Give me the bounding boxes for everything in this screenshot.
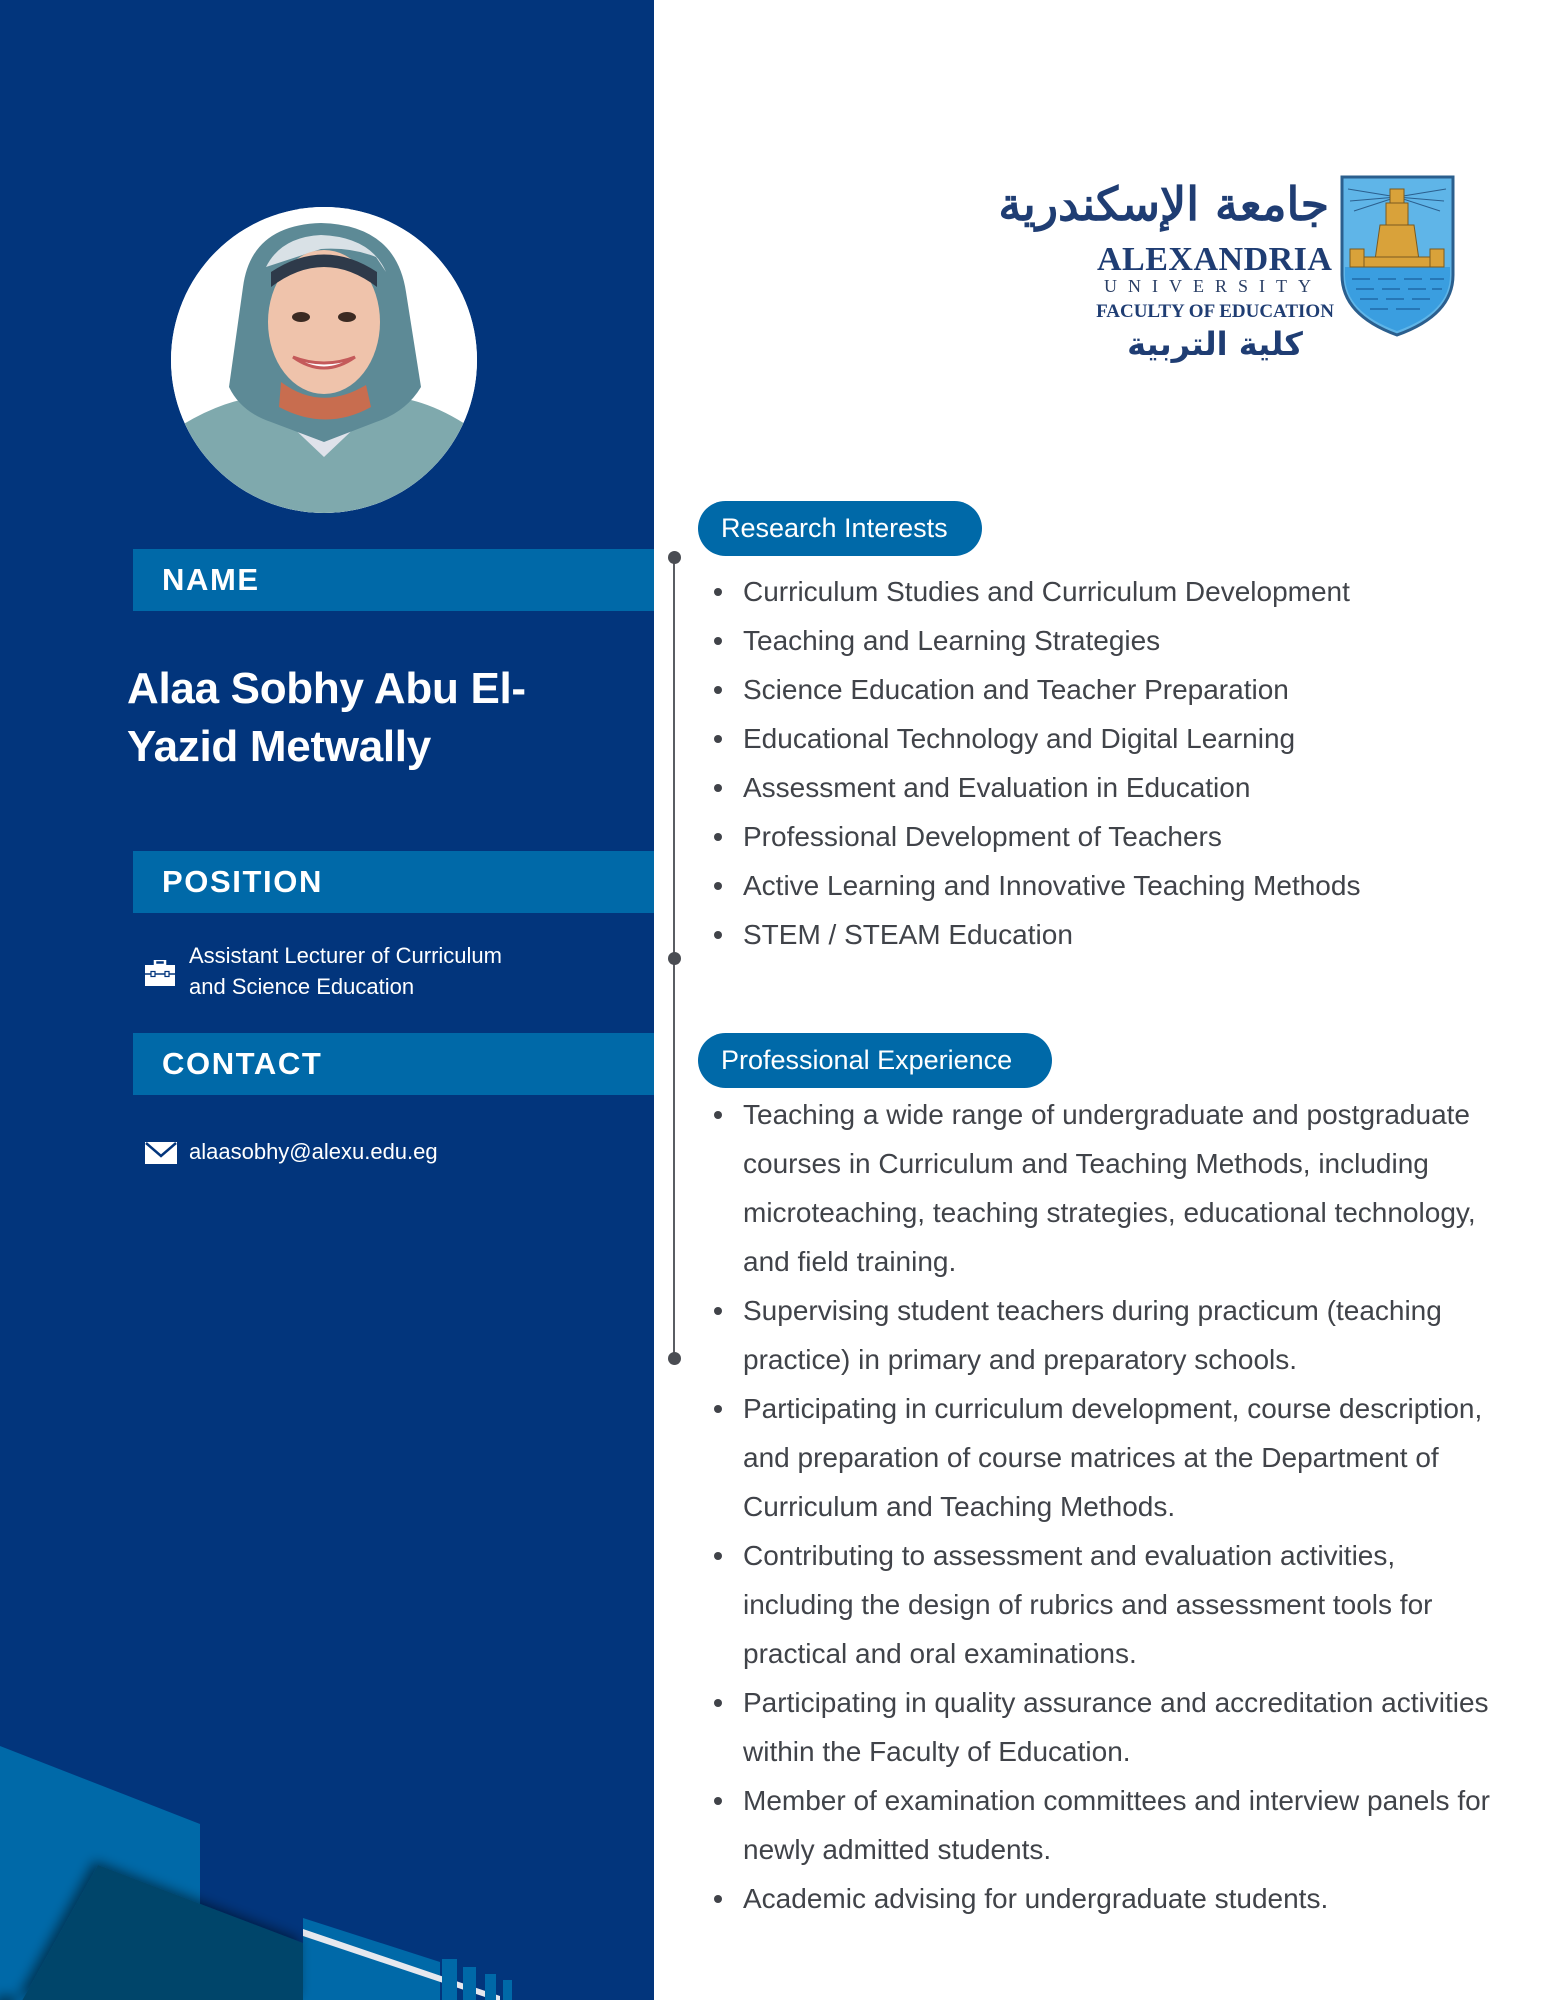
list-item-text: Teaching a wide range of undergraduate and postgraduate <box>743 1099 1470 1130</box>
list-item <box>700 1874 1530 1923</box>
university-logo <box>998 170 1460 370</box>
list-item-text: Teaching and Learning Strategies <box>743 625 1161 656</box>
briefcase-icon <box>145 960 175 986</box>
logo-university: UNIVERSITY <box>1104 276 1322 296</box>
list-item-text: Contributing to assessment and evaluation activities, <box>743 1540 1396 1571</box>
list-item <box>700 1776 1530 1874</box>
list-item-text: Curriculum and Teaching Methods. <box>743 1491 1176 1522</box>
list-item-text: within the Faculty of Education. <box>743 1736 1131 1767</box>
list-item <box>700 567 1530 616</box>
full-name-line-2: Yazid Metwally <box>127 722 431 771</box>
logo-faculty: FACULTY OF EDUCATION <box>1096 301 1334 322</box>
list-item-text: Academic advising for undergraduate students. <box>743 1883 1329 1914</box>
bullet-icon <box>714 1552 722 1560</box>
position-title <box>189 940 502 1002</box>
professional-experience-list <box>700 1090 1530 1923</box>
full-name-line-1: Alaa Sobhy Abu El- <box>127 664 526 713</box>
lighthouse-shield-icon <box>1340 175 1455 337</box>
bullet-icon <box>714 1405 722 1413</box>
list-item-text: including the design of rubrics and assessment tools for <box>743 1589 1433 1620</box>
list-item-text: microteaching, teaching strategies, educational technology, <box>743 1197 1476 1228</box>
list-item <box>700 1286 1530 1384</box>
bullet-icon <box>714 1699 722 1707</box>
list-item-text: Member of examination committees and interview panels for <box>743 1785 1491 1816</box>
list-item <box>700 665 1530 714</box>
bullet-icon <box>714 784 722 792</box>
bullet-icon <box>714 735 722 743</box>
list-item-text: STEM / STEAM Education <box>743 919 1073 950</box>
deco-bar-1 <box>442 1959 457 2000</box>
timeline-dot-bottom <box>668 1352 681 1365</box>
bullet-icon <box>714 931 722 939</box>
list-item-text: Educational Technology and Digital Learning <box>743 723 1296 754</box>
list-item-text: Supervising student teachers during practicum (teaching <box>743 1295 1442 1326</box>
bullet-icon <box>714 1895 722 1903</box>
bullet-icon <box>714 1111 722 1119</box>
position-line-1: Assistant Lecturer of Curriculum <box>189 943 502 968</box>
contact-section-label: CONTACT <box>162 1046 323 1081</box>
list-item-text: Professional Development of Teachers <box>743 821 1222 852</box>
position-line-2: and Science Education <box>189 974 415 999</box>
deco-bar-4 <box>503 1980 512 2000</box>
bullet-icon <box>714 637 722 645</box>
list-item-text: newly admitted students. <box>743 1834 1052 1865</box>
list-item-text: Curriculum Studies and Curriculum Development <box>743 576 1350 607</box>
name-section-label: NAME <box>162 562 260 597</box>
decorative-shapes <box>0 1700 654 2000</box>
position-section-header <box>133 851 654 913</box>
logo-alexandria: ALEXANDRIA <box>1097 241 1333 278</box>
list-item-text: and field training. <box>743 1246 957 1277</box>
list-item-text: courses in Curriculum and Teaching Methods, including <box>743 1148 1429 1179</box>
portrait-image <box>171 207 477 513</box>
deco-light-band <box>303 1918 440 2000</box>
timeline-dot-top <box>668 551 681 564</box>
sidebar-panel <box>0 0 654 2000</box>
list-item-text: practice) in primary and preparatory schools. <box>743 1344 1298 1375</box>
list-item-text: Participating in curriculum development, course description, <box>743 1393 1483 1424</box>
bullet-icon <box>714 1797 722 1805</box>
logo-arabic-faculty: كلية التربية <box>1127 325 1303 363</box>
professional-experience-heading: Professional Experience <box>698 1033 1052 1088</box>
bullet-icon <box>714 882 722 890</box>
email-link[interactable]: alaasobhy@alexu.edu.eg <box>189 1139 438 1164</box>
list-item-text: Participating in quality assurance and accreditation activities <box>743 1687 1489 1718</box>
position-section-label: POSITION <box>162 864 323 899</box>
deco-bar-2 <box>463 1967 476 2000</box>
list-item-text: Assessment and Evaluation in Education <box>743 772 1251 803</box>
list-item <box>700 763 1530 812</box>
list-item <box>700 714 1530 763</box>
timeline-dot-middle <box>668 952 681 965</box>
name-section-header <box>133 549 654 611</box>
research-interests-heading: Research Interests <box>698 501 982 556</box>
list-item-text: and preparation of course matrices at the Department of <box>743 1442 1439 1473</box>
list-item <box>700 1384 1530 1531</box>
bullet-icon <box>714 1307 722 1315</box>
list-item-text: Active Learning and Innovative Teaching Methods <box>743 870 1361 901</box>
list-item <box>700 1090 1530 1286</box>
list-item <box>700 1531 1530 1678</box>
list-item <box>700 910 1530 959</box>
list-item <box>700 861 1530 910</box>
list-item <box>700 1678 1530 1776</box>
list-item-text: Science Education and Teacher Preparation <box>743 674 1289 705</box>
list-item <box>700 616 1530 665</box>
bullet-icon <box>714 833 722 841</box>
bullet-icon <box>714 686 722 694</box>
list-item-text: practical and oral examinations. <box>743 1638 1137 1669</box>
research-interests-list <box>700 567 1530 959</box>
list-item <box>700 812 1530 861</box>
envelope-icon <box>145 1142 177 1164</box>
deco-bar-3 <box>485 1974 496 2000</box>
logo-arabic-university: جامعة الإسكندرية <box>998 177 1329 231</box>
profile-photo <box>171 207 477 513</box>
full-name <box>127 660 627 776</box>
bullet-icon <box>714 588 722 596</box>
contact-section-header <box>133 1033 654 1095</box>
